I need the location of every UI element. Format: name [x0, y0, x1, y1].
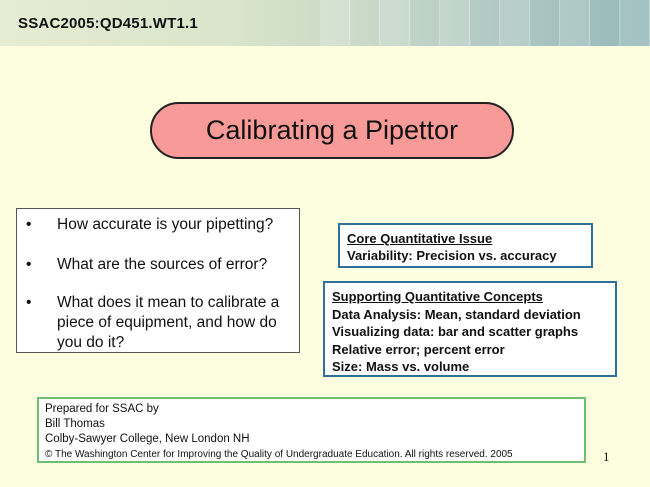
question-text: How accurate is your pipetting? — [57, 216, 274, 233]
concept-item: Relative error; percent error — [332, 341, 505, 357]
concept-item: Visualizing data: bar and scatter graphs — [332, 324, 579, 339]
copyright-notice: © The Washington Center for Improving the Quality of Undergraduate Education. All rights reserved. 2005 — [45, 449, 513, 460]
header-decoration — [320, 0, 650, 46]
credits-box — [37, 397, 586, 463]
header-band — [0, 0, 650, 46]
slide-id: SSAC2005:QD451.WT1.1 — [18, 15, 198, 32]
credit-author: Bill Thomas — [45, 418, 105, 430]
question-text: What are the sources of error? — [57, 256, 268, 273]
supporting-concepts-heading: Supporting Quantitative Concepts — [332, 289, 543, 304]
core-issue-heading: Core Quantitative Issue — [347, 231, 493, 246]
slide-title: Calibrating a Pipettor — [150, 102, 514, 159]
bullet: • — [26, 294, 32, 311]
supporting-concepts-box — [323, 281, 617, 377]
bullet: • — [26, 216, 32, 233]
concept-item: Size: Mass vs. volume — [332, 359, 470, 374]
concept-item: Data Analysis: Mean, standard deviation — [332, 306, 581, 322]
core-issue-text: Variability: Precision vs. accuracy — [347, 248, 557, 263]
core-issue-box — [338, 223, 593, 268]
page-number: 1 — [603, 449, 610, 464]
question-text: What does it mean to calibrate a piece of equipment, and how do you do it? — [57, 294, 280, 351]
credit-line: Prepared for SSAC by — [45, 403, 159, 415]
bullet: • — [26, 256, 32, 273]
questions-box — [16, 208, 300, 353]
credit-institution: Colby-Sawyer College, New London NH — [45, 433, 250, 445]
